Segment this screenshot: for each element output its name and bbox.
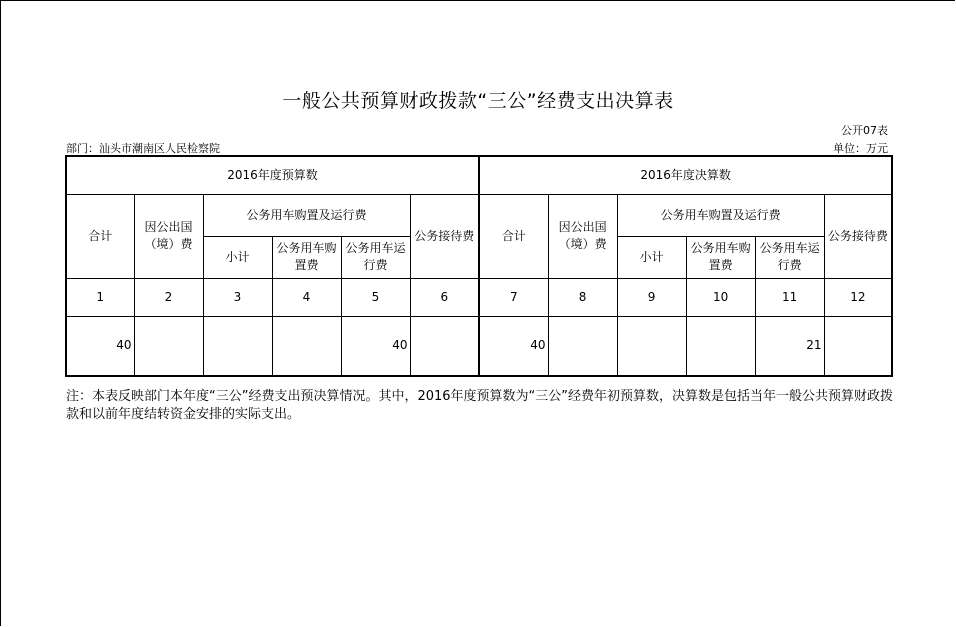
column-number: 5 [341, 278, 410, 316]
budget-reception-cell [410, 316, 479, 376]
budget-abroad-cell [134, 316, 203, 376]
column-number: 10 [686, 278, 755, 316]
column-number: 7 [479, 278, 548, 316]
budget-abroad-header: 因公出国（境）费 [134, 194, 203, 278]
column-number: 8 [548, 278, 617, 316]
column-number: 6 [410, 278, 479, 316]
budget-vehicle-operation-cell: 40 [341, 316, 410, 376]
header-row-years [66, 156, 892, 194]
final-vehicle-purchase-header: 公务用车购置费 [686, 236, 755, 278]
column-number: 1 [66, 278, 134, 316]
final-subtotal-cell [617, 316, 686, 376]
budget-vehicle-operation-header: 公务用车运行费 [341, 236, 410, 278]
column-number: 12 [824, 278, 892, 316]
column-number: 11 [755, 278, 824, 316]
page-title: 一般公共预算财政拨款“三公”经费支出决算表 [282, 90, 674, 112]
department-label: 部门：汕头市潮南区人民检察院 [66, 142, 220, 155]
budget-subtotal-header: 小计 [203, 236, 272, 278]
final-total-cell: 40 [479, 316, 548, 376]
final-total-header: 合计 [479, 194, 548, 278]
three-public-expenses-table [65, 155, 893, 377]
budget-total-header: 合计 [66, 194, 134, 278]
footnote: 注：本表反映部门本年度“三公”经费支出预决算情况。其中，2016年度预算数为“三公”经费年初预算数，决算数是包括当年一般公共预算财政拨款和以前年度结转资金安排的实际支出。 [66, 389, 894, 422]
column-number: 3 [203, 278, 272, 316]
form-code: 公开07表 [841, 124, 888, 137]
final-subtotal-header: 小计 [617, 236, 686, 278]
final-vehicle-operation-header: 公务用车运行费 [755, 236, 824, 278]
final-vehicle-purchase-cell [686, 316, 755, 376]
final-abroad-cell [548, 316, 617, 376]
final-header: 2016年度决算数 [479, 156, 892, 194]
header-row-categories [66, 194, 892, 236]
budget-vehicle-purchase-header: 公务用车购置费 [272, 236, 341, 278]
final-vehicle-operation-cell: 21 [755, 316, 824, 376]
budget-vehicle-group-header: 公务用车购置及运行费 [203, 194, 410, 236]
column-number-row [66, 278, 892, 316]
budget-header: 2016年度预算数 [66, 156, 479, 194]
budget-total-cell: 40 [66, 316, 134, 376]
column-number: 4 [272, 278, 341, 316]
column-number: 2 [134, 278, 203, 316]
final-abroad-header: 因公出国（境）费 [548, 194, 617, 278]
budget-subtotal-cell [203, 316, 272, 376]
final-vehicle-group-header: 公务用车购置及运行费 [617, 194, 824, 236]
final-reception-header: 公务接待费 [824, 194, 892, 278]
final-reception-cell [824, 316, 892, 376]
column-number: 9 [617, 278, 686, 316]
budget-vehicle-purchase-cell [272, 316, 341, 376]
data-row [66, 316, 892, 376]
budget-reception-header: 公务接待费 [410, 194, 479, 278]
unit-label: 单位：万元 [833, 142, 888, 155]
